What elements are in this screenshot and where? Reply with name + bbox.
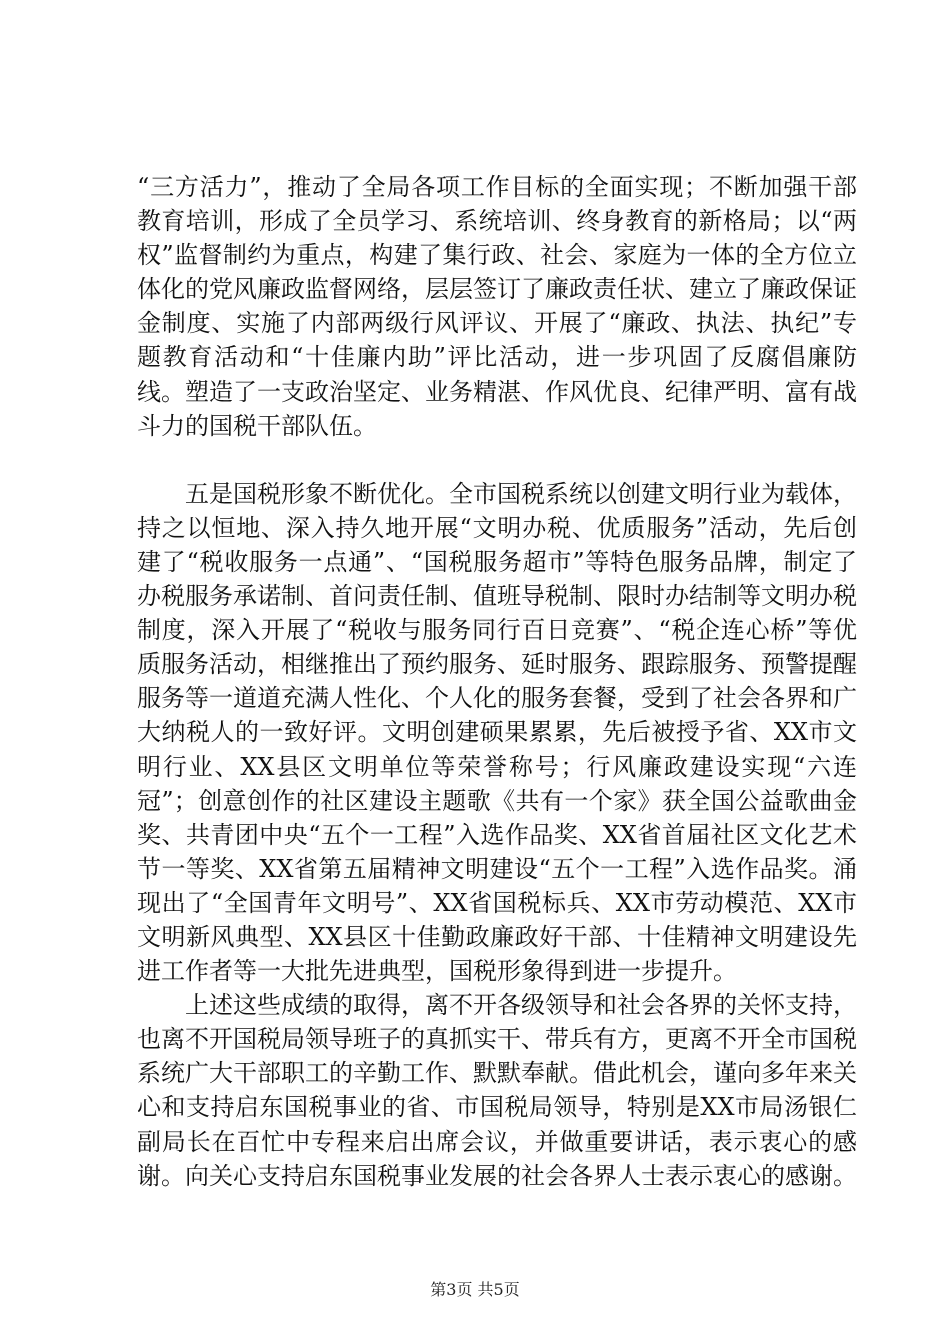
paragraph-acknowledgements: 上述这些成绩的取得，离不开各级领导和社会各界的关怀支持，也离不开国税局领导班子的真抓实干、带兵有方，更离不开全市国税系统广大干部职工的辛勤工作、默默奉献。借此机会，谨向多年来关心和支持启东国税事业的省、市国税局领导，特别是XX市局汤银仁副局长在百忙中专程来启出席会议，并做重要讲话，表示衷心的感谢。向关心支持启东国税事业发展的社会各界人士表示衷心的感谢。 (137, 991, 857, 1190)
page-number-footer: 第3页 共5页 (430, 1280, 520, 1299)
document-body (137, 170, 857, 1193)
paragraph-continued: “三方活力”，推动了全局各项工作目标的全面实现；不断加强干部教育培训，形成了全员学习、系统培训、终身教育的新格局；以“两权”监督制约为重点，构建了集行政、社会、家庭为一体的全方位立体化的党风廉政监督网络，层层签订了廉政责任状、建立了廉政保证金制度、实施了内部两级行风评议、开展了“廉政、执法、执纪”专题教育活动和“十佳廉内助”评比活动，进一步巩固了反腐倡廉防线。塑造了一支政治坚定、业务精湛、作风优良、纪律严明、富有战斗力的国税干部队伍。 (137, 173, 857, 440)
paragraph-tax-image: 五是国税形象不断优化。全市国税系统以创建文明行业为载体，持之以恒地、深入持久地开展“文明办税、优质服务”活动，先后创建了“税收服务一点通”、“国税服务超市”等特色服务品牌，制定了办税服务承诺制、首问责任制、值班导税制、限时办结制等文明办税制度，深入开展了“税收与服务同行百日竞赛”、“税企连心桥”等优质服务活动，相继推出了预约服务、延时服务、跟踪服务、预警提醒服务等一道道充满人性化、个人化的服务套餐，受到了社会各界和广大纳税人的一致好评。文明创建硕果累累，先后被授予省、XX市文明行业、XX县区文明单位等荣誉称号；行风廉政建设实现“六连冠”；创意创作的社区建设主题歌《共有一个家》获全国公益歌曲金奖、共青团中央“五个一工程”入选作品奖、XX省首届社区文化艺术节一等奖、XX省第五届精神文明建设“五个一工程”入选作品奖。涌现出了“全国青年文明号”、XX省国税标兵、XX市劳动模范、XX市文明新风典型、XX县区十佳勤政廉政好干部、十佳精神文明建设先进工作者等一大批先进典型，国税形象得到进一步提升。 (137, 479, 857, 986)
